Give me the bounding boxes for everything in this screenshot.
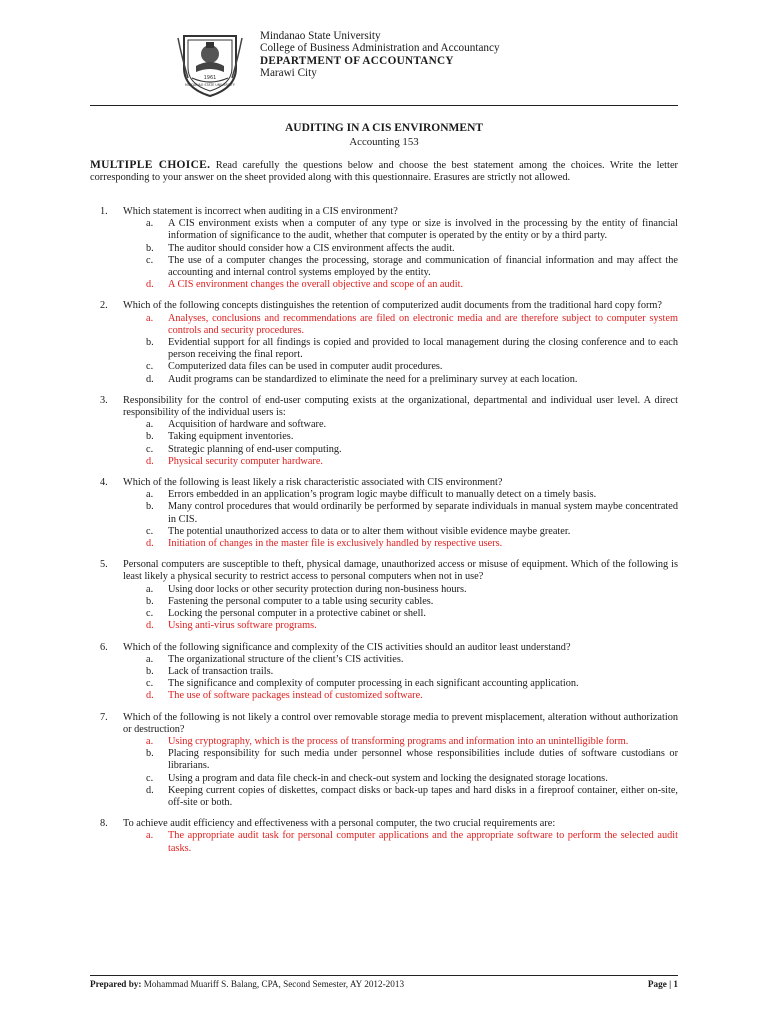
question-text: Which of the following significance and complexity of the CIS activities should an auditor least understand? bbox=[123, 641, 571, 653]
choice-list bbox=[90, 584, 678, 633]
university-name: Mindanao State University bbox=[260, 30, 381, 42]
choice-item-answer bbox=[146, 279, 678, 291]
question-number: 7. bbox=[100, 711, 108, 723]
choice-text: Keeping current copies of diskettes, compact disks or back-up tapes and hard disks in a fireproof container, either on-site, off-site or both. bbox=[168, 784, 678, 808]
choice-letter: c. bbox=[146, 525, 154, 537]
question-text: Responsibility for the control of end-user computing exists at the organizational, departmental and individual user level. A direct responsibility of the individual users is: bbox=[123, 394, 678, 419]
choice-letter: c. bbox=[146, 772, 154, 784]
choice-text: Physical security computer hardware. bbox=[168, 455, 323, 467]
question-text: Which of the following is least likely a risk characteristic associated with CIS environment? bbox=[123, 477, 503, 489]
question-text: Which statement is incorrect when auditing in a CIS environment? bbox=[123, 206, 398, 217]
choice-text: Fastening the personal computer to a table using security cables. bbox=[168, 595, 434, 607]
choice-text: Initiation of changes in the master file is exclusively handled by respective users. bbox=[168, 538, 503, 550]
choice-letter: d. bbox=[146, 373, 154, 385]
choice-text: Errors embedded in an application’s program logic maybe difficult to manually detect on a timely basis. bbox=[168, 489, 597, 501]
question-item bbox=[90, 642, 678, 703]
prepared-by-label: Prepared by: bbox=[90, 979, 142, 989]
choice-letter: b. bbox=[146, 242, 154, 254]
question-item bbox=[90, 206, 678, 291]
choice-text: Acquisition of hardware and software. bbox=[168, 419, 327, 431]
choice-list bbox=[90, 654, 678, 703]
choice-text: The organizational structure of the client’s CIS activities. bbox=[168, 653, 404, 665]
choice-letter: d. bbox=[146, 538, 154, 550]
choice-text: Evidential support for all findings is copied and provided to local management during the closing conference and to each person receiving the final report. bbox=[168, 337, 678, 361]
choice-item-answer bbox=[146, 620, 678, 632]
college-name: College of Business Administration and Accountancy bbox=[260, 42, 500, 55]
choice-letter: b. bbox=[146, 665, 154, 677]
choice-letter: b. bbox=[146, 501, 154, 513]
question-number: 3. bbox=[100, 394, 108, 406]
choice-letter: c. bbox=[146, 678, 154, 690]
question-text: Which of the following is not likely a control over removable storage media to prevent misplacement, alteration without authorization or destruction? bbox=[123, 711, 678, 735]
choice-letter: a. bbox=[146, 735, 154, 747]
choice-item bbox=[146, 243, 678, 255]
question-text: To achieve audit efficiency and effectiveness with a personal computer, the two crucial requirements are: bbox=[123, 818, 556, 830]
choice-item bbox=[146, 748, 678, 772]
choice-item bbox=[146, 596, 678, 608]
prepared-by bbox=[90, 979, 404, 989]
choice-letter: b. bbox=[146, 595, 154, 607]
choice-item-answer bbox=[146, 538, 678, 550]
choice-item-answer bbox=[146, 830, 678, 854]
choice-text: The use of a computer changes the processing, storage and communication of financial information and may affect the accounting and internal control systems employed by the entity. bbox=[168, 254, 678, 279]
header-divider bbox=[90, 105, 678, 106]
choice-text: Strategic planning of end-user computing. bbox=[168, 443, 342, 455]
choice-item-answer bbox=[146, 456, 678, 468]
seal-year-text: 1961 bbox=[203, 75, 217, 81]
question-item bbox=[90, 300, 678, 385]
choice-text: Using cryptography, which is the process of transforming programs and information into an unintelligible form. bbox=[168, 735, 629, 747]
choice-list bbox=[90, 736, 678, 809]
choice-text: Using door locks or other security protection during non-business hours. bbox=[168, 583, 467, 595]
choice-item bbox=[146, 526, 678, 538]
choice-list bbox=[90, 419, 678, 468]
seal-name-text: MINDANAO STATE UNIVERSITY bbox=[185, 83, 235, 87]
question-number: 8. bbox=[100, 818, 108, 830]
choice-text: Computerized data files can be used in computer audit procedures. bbox=[168, 361, 443, 373]
question-item bbox=[90, 712, 678, 810]
choice-item bbox=[146, 218, 678, 242]
question-text: Personal computers are susceptible to theft, physical damage, unauthorized access or misuse of equipment. Which of the following is least likely a physical security to restrict access to personal computers when not in use? bbox=[123, 559, 678, 583]
document-title: AUDITING IN A CIS ENVIRONMENT bbox=[284, 122, 484, 134]
footer-divider bbox=[90, 975, 678, 976]
prepared-by-value: Mohammad Muariff S. Balang, CPA, Second Semester, AY 2012-2013 bbox=[141, 979, 405, 989]
choice-item-answer bbox=[146, 313, 678, 337]
choice-item bbox=[146, 489, 678, 501]
choice-letter: c. bbox=[146, 608, 154, 620]
choice-item-answer bbox=[146, 690, 678, 702]
choice-item bbox=[146, 654, 678, 666]
choice-letter: d. bbox=[146, 279, 154, 291]
question-number: 5. bbox=[100, 559, 108, 571]
choice-list bbox=[90, 313, 678, 386]
choice-text: Lack of transaction trails. bbox=[168, 665, 274, 677]
choice-letter: a. bbox=[146, 419, 154, 431]
choice-letter: d. bbox=[146, 455, 154, 467]
question-list bbox=[90, 206, 678, 864]
choice-text: Locking the personal computer in a protective cabinet or shell. bbox=[168, 608, 426, 620]
choice-item bbox=[146, 584, 678, 596]
choice-item-answer bbox=[146, 736, 678, 748]
choice-text: The appropriate audit task for personal computer applications and the appropriate software to perform the selected audit tasks. bbox=[168, 830, 678, 854]
choice-list bbox=[90, 489, 678, 550]
question-item bbox=[90, 818, 678, 855]
question-number: 4. bbox=[100, 477, 108, 489]
choice-text: Analyses, conclusions and recommendations are filed on electronic media and are therefore subject to computer system controls and security procedures. bbox=[168, 312, 678, 336]
university-seal-logo bbox=[174, 28, 246, 100]
choice-letter: c. bbox=[146, 443, 154, 455]
instructions-label: MULTIPLE CHOICE. bbox=[90, 159, 211, 171]
choice-text: The use of software packages instead of customized software. bbox=[168, 690, 423, 702]
choice-letter: d. bbox=[146, 690, 154, 702]
choice-list bbox=[90, 218, 678, 291]
choice-letter: b. bbox=[146, 337, 154, 349]
choice-text: The significance and complexity of computer processing in each significant accounting application. bbox=[168, 678, 579, 690]
course-code: Accounting 153 bbox=[349, 136, 419, 148]
choice-text: Many control procedures that would ordinarily be performed by separate individuals in manual system maybe concentrated in CIS. bbox=[168, 501, 678, 525]
choice-letter: d. bbox=[146, 620, 154, 632]
letterhead-text bbox=[260, 30, 500, 80]
question-number: 1. bbox=[100, 206, 108, 217]
choice-item bbox=[146, 678, 678, 690]
choice-letter: c. bbox=[146, 254, 154, 266]
choice-item bbox=[146, 501, 678, 525]
choice-text: Using anti-virus software programs. bbox=[168, 620, 317, 632]
question-item bbox=[90, 477, 678, 550]
question-item bbox=[90, 559, 678, 632]
choice-item bbox=[146, 444, 678, 456]
department-name: DEPARTMENT OF ACCOUNTANCY bbox=[260, 54, 454, 67]
choice-item bbox=[146, 255, 678, 279]
letterhead bbox=[90, 26, 678, 102]
instructions bbox=[90, 159, 678, 185]
choice-item bbox=[146, 419, 678, 431]
choice-item bbox=[146, 666, 678, 678]
question-number: 6. bbox=[100, 641, 108, 653]
page-number: Page | 1 bbox=[647, 979, 678, 989]
choice-letter: b. bbox=[146, 431, 154, 443]
choice-text: Taking equipment inventories. bbox=[168, 431, 294, 443]
choice-letter: a. bbox=[146, 312, 154, 324]
choice-text: The auditor should consider how a CIS environment affects the audit. bbox=[168, 242, 455, 254]
question-number: 2. bbox=[100, 300, 108, 312]
choice-text: Placing responsibility for such media under personnel whose responsibilities include duties of software custodians or librarians. bbox=[168, 748, 678, 772]
choice-letter: a. bbox=[146, 218, 154, 230]
choice-letter: a. bbox=[146, 653, 154, 665]
question-item bbox=[90, 395, 678, 468]
choice-letter: a. bbox=[146, 583, 154, 595]
choice-text: Audit programs can be standardized to eliminate the need for a preliminary survey at each location. bbox=[168, 373, 578, 385]
choice-letter: a. bbox=[146, 489, 154, 501]
choice-text: A CIS environment exists when a computer of any type or size is involved in the processing by the entity of financial information of significance to the audit, whether that computer is operated by the entity or by a third party. bbox=[168, 218, 678, 242]
choice-text: Using a program and data file check-in and check-out system and locking the designated storage locations. bbox=[168, 772, 608, 784]
question-text: Which of the following concepts distinguishes the retention of computerized audit documents from the traditional hard copy form? bbox=[123, 300, 663, 312]
choice-letter: d. bbox=[146, 784, 154, 796]
choice-text: A CIS environment changes the overall objective and scope of an audit. bbox=[168, 279, 464, 291]
choice-list bbox=[90, 830, 678, 854]
choice-item bbox=[146, 785, 678, 809]
choice-text: The potential unauthorized access to data or to alter them without visible evidence maybe greater. bbox=[168, 525, 571, 537]
instructions-text: Read carefully the questions below and choose the best statement among the choices. Write the letter corresponding to your answer on the sheet provided along with this questionnaire. Erasures are strictly not allowed. bbox=[90, 160, 679, 184]
choice-item bbox=[146, 361, 678, 373]
city-name: Marawi City bbox=[260, 67, 317, 80]
choice-item bbox=[146, 374, 678, 386]
choice-letter: b. bbox=[146, 748, 154, 760]
choice-letter: a. bbox=[146, 830, 154, 842]
choice-item bbox=[146, 608, 678, 620]
choice-item bbox=[146, 337, 678, 361]
choice-item bbox=[146, 773, 678, 785]
choice-letter: c. bbox=[146, 361, 154, 373]
choice-item bbox=[146, 431, 678, 443]
